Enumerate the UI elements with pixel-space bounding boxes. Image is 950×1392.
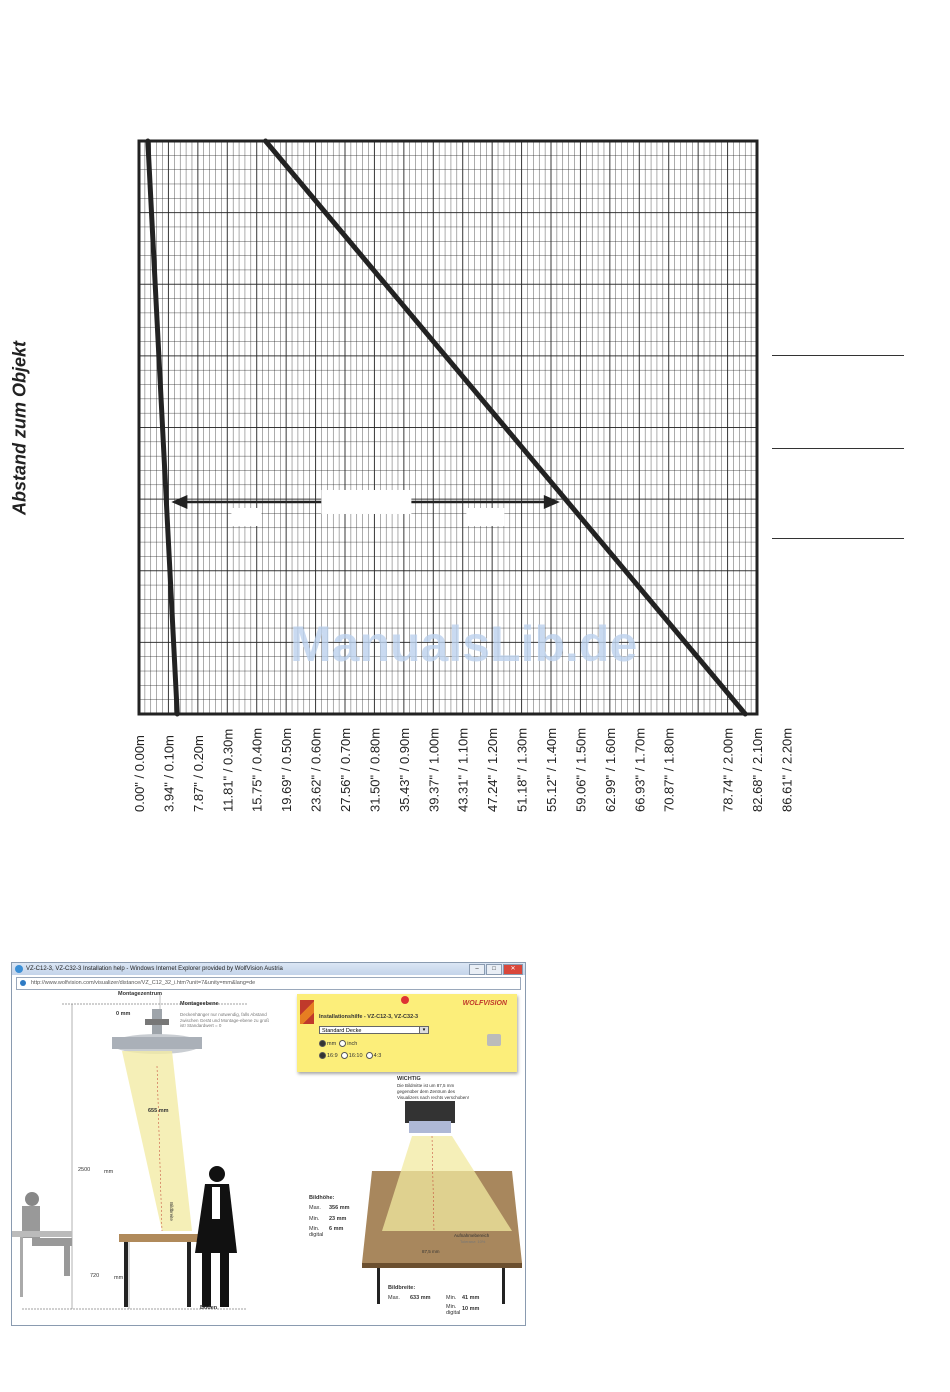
mounting-select[interactable] <box>319 1026 429 1034</box>
label-distance: 0 mm <box>116 1011 131 1017</box>
minimize-button[interactable]: – <box>469 964 485 975</box>
label-mm-1: mm <box>104 1169 114 1175</box>
label-table-height: 720 <box>90 1273 100 1279</box>
label-bb-max: Max. <box>388 1295 400 1301</box>
legend-line-1 <box>772 355 904 356</box>
value-bh-digital: 6 mm <box>329 1226 344 1232</box>
arrow-label-box <box>466 508 504 526</box>
label-montageebene: Montageebene <box>180 1001 219 1007</box>
x-tick-label: 66.93" / 1.70m <box>632 727 648 812</box>
label-bh-min: Min. <box>309 1216 320 1222</box>
value-bh-max: 356 mm <box>329 1205 350 1211</box>
legend-line-3 <box>772 538 904 539</box>
unit-mm-radio[interactable] <box>319 1040 326 1047</box>
printer-icon[interactable] <box>487 1034 501 1046</box>
label-offset: 655 mm <box>148 1108 169 1114</box>
panel-title: Installationshilfe - VZ-C12-3, VZ-C32-3 <box>319 1014 419 1020</box>
pin-icon <box>401 996 409 1004</box>
x-tick-label: 82.68" / 2.10m <box>750 727 765 812</box>
maximize-button[interactable]: □ <box>486 964 502 975</box>
ie-icon <box>15 965 23 973</box>
window-title: VZ-C12-3, VZ-C32-3 Installation help - Windows Internet Explorer provided by WolfVision Austria <box>26 966 283 972</box>
label-bildhoehe: Bildhöhe: <box>309 1195 335 1201</box>
mounting-select-value: Standard Decke <box>322 1028 362 1034</box>
legend-line-2 <box>772 448 904 449</box>
x-tick-label: 39.37" / 1.00m <box>426 727 442 812</box>
label-montagezentrum: Montagezentrum <box>118 991 162 997</box>
value-bh-min: 23 mm <box>329 1216 347 1222</box>
x-tick-label: 11.81" / 0.30m <box>220 728 236 812</box>
x-tick-label: 86.61" / 2.20m <box>779 727 795 812</box>
label-bildbreite: Bildbreite: <box>388 1285 416 1291</box>
browser-screenshot <box>11 962 526 1326</box>
ratio-16-10-radio[interactable] <box>341 1052 348 1059</box>
brand-logo: WOLFVISION <box>462 1000 507 1007</box>
label-bb-min: Min. <box>446 1295 457 1301</box>
x-tick-label: 15.75" / 0.40m <box>249 727 265 812</box>
chart-arrow <box>171 490 559 526</box>
label-wichtig-text-2: gegenüber dem Zentrum des <box>397 1089 456 1094</box>
x-tick-label: 19.69" / 0.50m <box>279 727 295 812</box>
x-tick-label: 70.87" / 1.80m <box>661 727 677 812</box>
wolfvision-logo-icon <box>300 1000 314 1024</box>
label-bb-digital: Min. digital <box>446 1304 461 1316</box>
value-bb-digital: 10 mm <box>462 1306 480 1312</box>
x-tick-label: 59.06" / 1.50m <box>573 727 589 812</box>
unit-inch-label: inch <box>347 1040 358 1047</box>
x-tick-label: 35.43" / 0.90m <box>396 727 412 812</box>
ratio-4-3-radio[interactable] <box>366 1052 373 1059</box>
label-note: Deckenhänger nur notwendig, falls Abstand zwischen Gerät und Montage-ebene zu groß ist! Standardwert = 0 <box>180 1012 270 1028</box>
unit-mm-label: mm <box>327 1040 337 1047</box>
watermark: ManualsLib.de <box>290 616 638 672</box>
label-bildbreite-vertical: Bildbreite <box>168 1202 174 1221</box>
ratio-16-9-label: 16:9 <box>327 1052 338 1059</box>
x-tick-label: 27.56" / 0.70m <box>338 727 353 812</box>
x-tick-label: 31.50" / 0.80m <box>367 727 383 812</box>
y-axis-label: Abstand zum Objekt <box>9 340 30 516</box>
x-tick-label: 3.94" / 0.10m <box>161 735 177 812</box>
address-text: http://www.wolfvision.com/visualizer/distance/VZ_C12_32_i.htm?unit=7&unity=mm&lang=de <box>31 980 256 986</box>
label-height-total: 2500 <box>78 1167 91 1173</box>
value-bb-min: 41 mm <box>462 1295 480 1301</box>
x-tick-label: 78.74" / 2.00m <box>720 727 736 812</box>
label-mm-2: mm <box>114 1275 124 1281</box>
label-aufnahme: Aufnahmebereich <box>454 1233 490 1238</box>
chevron-down-icon: ▾ <box>419 1027 428 1033</box>
address-bar[interactable] <box>16 977 521 990</box>
globe-icon <box>20 980 26 986</box>
x-tick-label: 43.31" / 1.10m <box>455 727 471 812</box>
label-wichtig-text-3: Visualizers nach rechts verschoben! <box>397 1095 469 1100</box>
x-tick-labels <box>132 728 794 812</box>
ratio-options <box>319 1052 381 1059</box>
label-wichtig-text-1: Die Bildmitte ist um 87,5 mm <box>397 1083 455 1088</box>
arrow-head-left <box>171 495 187 509</box>
label-offset-right: 87,5 mm <box>422 1249 440 1254</box>
arrow-head-right <box>544 495 560 509</box>
ratio-16-10-label: 16:10 <box>348 1052 363 1059</box>
close-button[interactable]: ✕ <box>503 964 523 975</box>
arrow-label-box <box>321 490 411 514</box>
x-tick-label: 23.62" / 0.60m <box>308 727 324 812</box>
x-tick-label: 62.99" / 1.60m <box>602 727 618 812</box>
x-tick-label: 47.24" / 1.20m <box>485 727 501 812</box>
x-tick-label: 55.12" / 1.40m <box>544 727 559 812</box>
label-boden: Boden <box>200 1305 218 1311</box>
ratio-16-9-radio[interactable] <box>319 1052 326 1059</box>
label-bh-max: Max. <box>309 1205 321 1211</box>
page-content <box>12 991 525 1325</box>
label-bh-digital: Min. digital <box>309 1226 324 1238</box>
unit-options <box>319 1040 357 1047</box>
unit-inch-radio[interactable] <box>339 1040 346 1047</box>
x-tick-label: 7.87" / 0.20m <box>190 735 206 812</box>
x-tick-label: 51.18" / 1.30m <box>514 727 530 812</box>
window-titlebar <box>12 963 525 975</box>
arrow-label-box <box>231 508 261 526</box>
value-bb-max: 633 mm <box>410 1295 431 1301</box>
label-aufnahme-sub: Toleranz: 10% <box>460 1239 486 1244</box>
installation-panel <box>297 994 517 1072</box>
label-wichtig: WICHTIG <box>397 1076 421 1082</box>
x-tick-label: 0.00" / 0.00m <box>132 735 147 812</box>
ratio-4-3-label: 4:3 <box>373 1052 382 1059</box>
